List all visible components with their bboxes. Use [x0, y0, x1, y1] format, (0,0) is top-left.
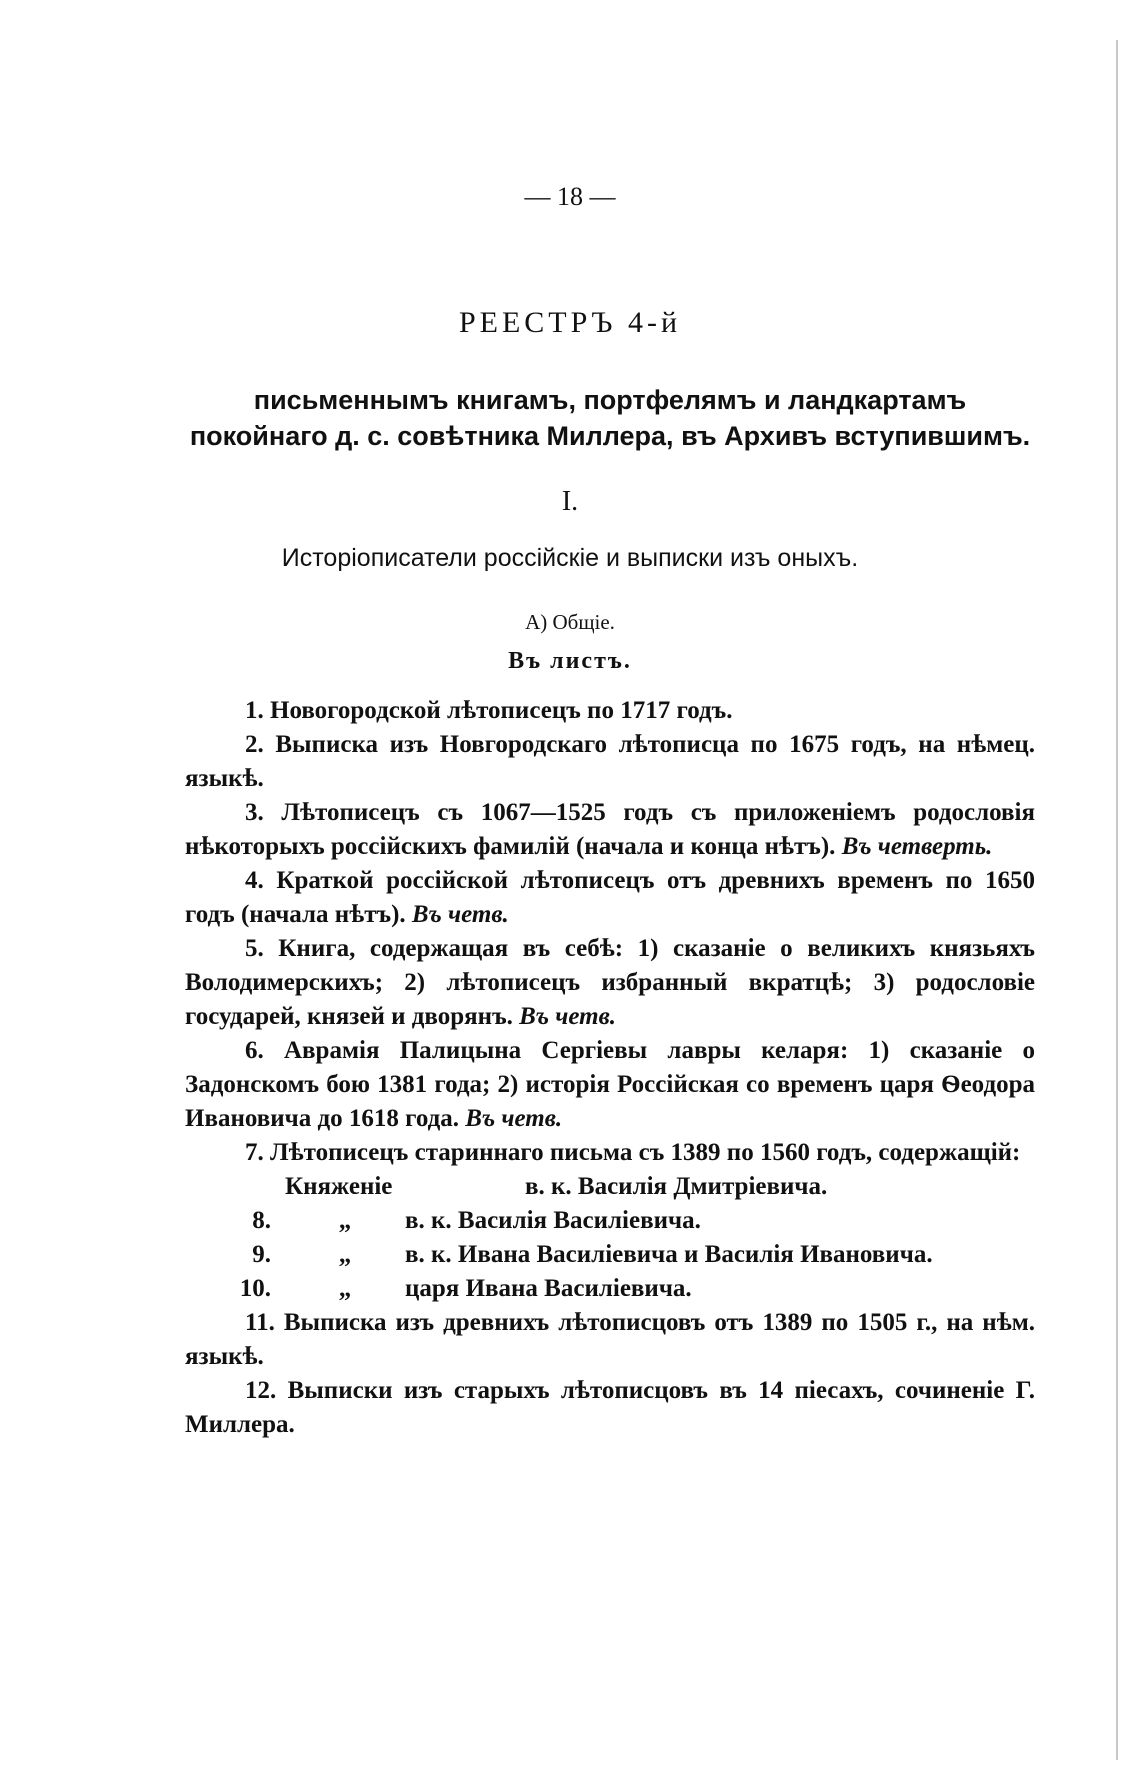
sub-entry-row: 9. „ в. к. Ивана Василіевича и Василія Ивановича.	[185, 1238, 1035, 1272]
list-item: 6. Аврамія Палицына Сергіевы лавры келаря: 1) сказаніе о Задонскомъ бою 1381 года; 2) исторія Россійская со временъ царя Ѳеодора Ивановича до 1618 года. Въ четв.	[185, 1037, 1035, 1132]
page-edge-line	[1116, 40, 1118, 1760]
list-item: 3. Лѣтописецъ съ 1067—1525 годъ съ приложеніемъ родословія нѣкоторыхъ россійскихъ фамилій (начала и конца нѣтъ). Въ четверть.	[185, 799, 1035, 860]
format-note: Въ четверть.	[841, 833, 993, 860]
list-item: 12. Выписки изъ старыхъ лѣтописцовъ въ 14 піесахъ, сочиненіе Г. Миллера.	[185, 1377, 1035, 1438]
ditto-mark: „	[338, 1275, 352, 1302]
format-heading: Въ листъ.	[508, 648, 632, 674]
page-number: — 18 —	[524, 182, 616, 211]
list-item: 1. Новогородской лѣтописецъ по 1717 годъ.	[245, 697, 733, 724]
sub-entry-row: 8. „ в. к. Василія Василіевича.	[185, 1204, 1035, 1238]
sub-entry-row: 10. „ царя Ивана Василіевича.	[185, 1272, 1035, 1306]
register-title: РЕЕСТРЪ 4-й	[458, 306, 682, 339]
section-title: Исторіописатели россійскіе и выписки изъ оныхъ.	[281, 544, 859, 572]
format-note: Въ четв.	[465, 1105, 563, 1132]
ditto-mark: „	[338, 1207, 352, 1234]
list-item: 11. Выписка изъ древнихъ лѣтописцовъ отъ 1389 по 1505 г., на нѣм. языкѣ.	[185, 1309, 1035, 1370]
section-number: I.	[561, 486, 579, 517]
ditto-mark: „	[338, 1241, 352, 1268]
list-item: 2. Выписка изъ Новгородскаго лѣтописца по 1675 годъ, на нѣмец. языкѣ.	[185, 731, 1035, 792]
entry-list	[185, 694, 1035, 1442]
list-item: 7. Лѣтописецъ стариннаго письма съ 1389 по 1560 годъ, содержащій:	[245, 1139, 1021, 1166]
register-subtitle: письменнымъ книгамъ, портфелямъ и ландкартамъ покойнаго д. с. совѣтника Миллера, въ Архивъ вступившимъ.	[189, 385, 1031, 451]
sub-entry-row: Княженіе в. к. Василія Дмитріевича.	[285, 1173, 828, 1200]
format-note: Въ четв.	[519, 1003, 617, 1030]
list-item: 5. Книга, содержащая въ себѣ: 1) сказаніе о великихъ князьяхъ Володимерскихъ; 2) лѣтописецъ избранный вкратцѣ; 3) родословіе государей, князей и дворянъ. Въ четв.	[185, 935, 1035, 1030]
format-note: Въ четв.	[411, 901, 509, 928]
list-item: 4. Краткой россійской лѣтописецъ отъ древнихъ временъ по 1650 годъ (начала нѣтъ). Въ четв.	[185, 867, 1035, 928]
subsection-heading: А) Общіе.	[525, 610, 615, 634]
